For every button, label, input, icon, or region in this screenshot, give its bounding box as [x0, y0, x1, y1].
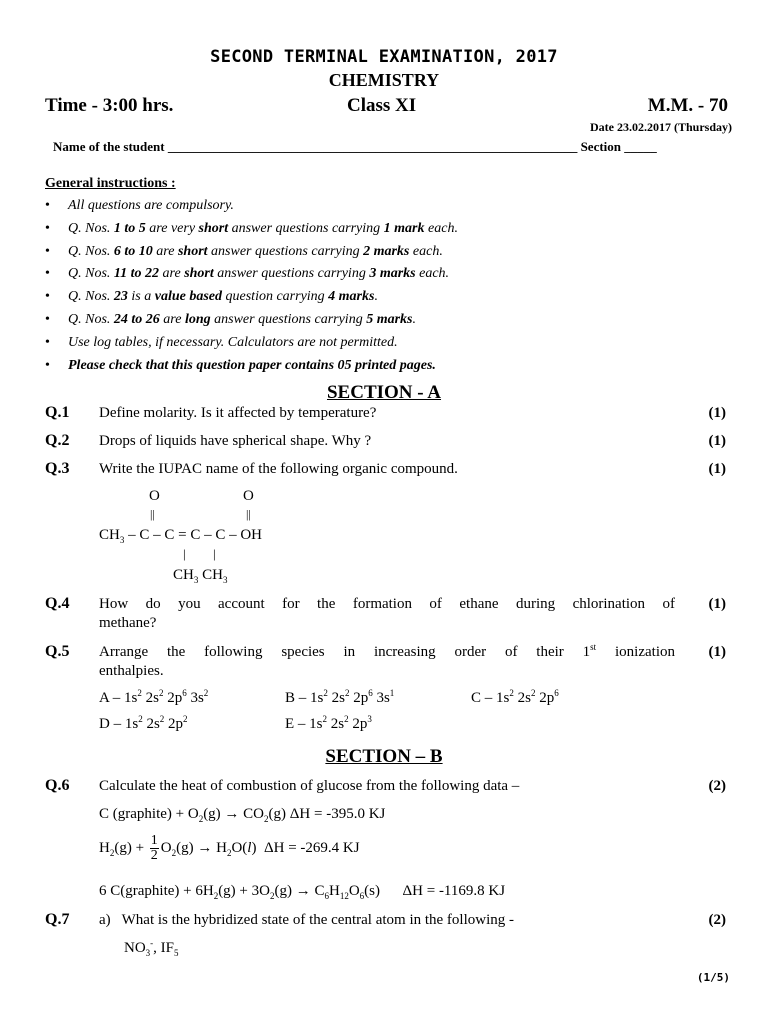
- main-chain: $CH_3 - C - C = C - C$ – OH: [99, 527, 262, 545]
- q7-number: Q.7: [45, 911, 70, 928]
- instructions-heading: General instructions :: [45, 176, 176, 191]
- bullet-icon: •: [45, 266, 50, 281]
- instruction-item: • Q. Nos. 23 is a value based question carrying 4 marks.: [45, 289, 378, 304]
- config-a: A – $1s^2$ $2s^2$ $2p^6$ $3s^2$: [99, 688, 209, 706]
- q2-text: Drops of liquids have spherical shape. Why ?: [99, 433, 372, 449]
- equation-3: 6 C(graphite) + $6H_2(g) + 3O_2(g) \to C_6H_{12}O_6(s)$ ΔH = -1169.8 KJ: [99, 883, 506, 901]
- exam-title: SECOND TERMINAL EXAMINATION, 2017: [210, 47, 558, 67]
- config-e: E – $1s^2$ $2s^2$ $2p^3$: [285, 714, 372, 732]
- q3-marks: (1): [708, 461, 726, 477]
- equation-2: $H_2(g)$ + $\frac{1}{2}$ $O_2(g) \to H_2O(l) \Delta H = -269.4$ KJ: [99, 833, 360, 863]
- config-b: B – $1s^2$ $2s^2$ $2p^6$ $3s^1$: [285, 688, 395, 706]
- q6-marks: (2): [708, 778, 726, 794]
- q5-marks: (1): [708, 644, 726, 660]
- bullet-icon: •: [45, 358, 50, 373]
- q1-marks: (1): [708, 405, 726, 421]
- q4-number: Q.4: [45, 595, 70, 612]
- q4-text-line2: methane?: [99, 615, 157, 631]
- q2-marks: (1): [708, 433, 726, 449]
- instruction-item: • All questions are compulsory.: [45, 198, 234, 213]
- q2-number: Q.2: [45, 432, 70, 449]
- q6-text: Calculate the heat of combustion of glucose from the following data –: [99, 778, 520, 794]
- config-d: D – $1s^2$ $2s^2$ $2p^2$: [99, 714, 188, 732]
- double-bond-right: ||: [246, 507, 251, 521]
- q3-number: Q.3: [45, 460, 70, 477]
- methyl-branches: $CH_3$ $CH_3$: [173, 567, 228, 585]
- q4-text-line1: How do you account for the formation of ethane during chlorination of: [99, 596, 675, 612]
- bullet-icon: •: [45, 312, 50, 327]
- q6-number: Q.6: [45, 777, 70, 794]
- equation-1: C (graphite) + $O_2(g) \to CO_2(g) \Delta H = -395.0$ KJ: [99, 806, 386, 824]
- name-blank[interactable]: _______________________________________________________________: [167, 139, 578, 154]
- instruction-item: • Please check that this question paper contains 05 printed pages.: [45, 358, 436, 373]
- max-marks: M.M. - 70: [647, 95, 728, 116]
- q7-species: $NO_3^-$, $IF_5$: [124, 938, 179, 958]
- name-label: Name of the student: [53, 139, 165, 154]
- bullet-icon: •: [45, 244, 50, 259]
- exam-time: Time - 3:00 hrs.: [45, 95, 174, 116]
- exam-class: Class XI: [347, 95, 417, 116]
- q7-text: a) What is the hybridized state of the central atom in the following -: [99, 912, 515, 928]
- branch-bond-left: |: [183, 546, 186, 561]
- q1-number: Q.1: [45, 404, 70, 421]
- student-name-row: [53, 139, 657, 155]
- bullet-icon: •: [45, 221, 50, 236]
- q7-marks: (2): [708, 912, 726, 928]
- q3-text: Write the IUPAC name of the following organic compound.: [99, 461, 458, 477]
- exam-date: Date 23.02.2017 (Thursday): [589, 120, 732, 134]
- page-number: (1/5): [696, 971, 730, 984]
- section-a-title: SECTION - A: [326, 382, 442, 403]
- instruction-item: • Q. Nos. 11 to 22 are short answer questions carrying 3 marks each.: [45, 266, 450, 281]
- instruction-item: • Use log tables, if necessary. Calculators are not permitted.: [45, 335, 398, 350]
- oxygen-left: O: [149, 488, 160, 504]
- instruction-item: • Q. Nos. 6 to 10 are short answer questions carrying 2 marks each.: [45, 244, 443, 259]
- q5-number: Q.5: [45, 643, 70, 660]
- subject-title: CHEMISTRY: [328, 70, 440, 90]
- section-label: Section: [580, 139, 622, 154]
- q5-text-line2: enthalpies.: [99, 663, 164, 679]
- instruction-item: • Q. Nos. 24 to 26 are long answer questions carrying 5 marks.: [45, 312, 416, 327]
- instruction-item: • Q. Nos. 1 to 5 are very short answer questions carrying 1 mark each.: [45, 221, 458, 236]
- bullet-icon: •: [45, 198, 50, 213]
- config-c: C – $1s^2$ $2s^2$ $2p^6$: [471, 688, 559, 706]
- bullet-icon: •: [45, 289, 50, 304]
- q1-text: Define molarity. Is it affected by temperature?: [99, 405, 377, 421]
- bullet-icon: •: [45, 335, 50, 350]
- q5-text-line1: Arrange the following species in increasing order of their 1st ionization: [99, 642, 675, 660]
- double-bond-left: ||: [150, 507, 155, 521]
- section-blank[interactable]: _____: [624, 139, 657, 154]
- oxygen-right: O: [243, 488, 254, 504]
- branch-bond-right: |: [213, 546, 216, 561]
- q4-marks: (1): [708, 596, 726, 612]
- section-b-title: SECTION – B: [325, 746, 443, 767]
